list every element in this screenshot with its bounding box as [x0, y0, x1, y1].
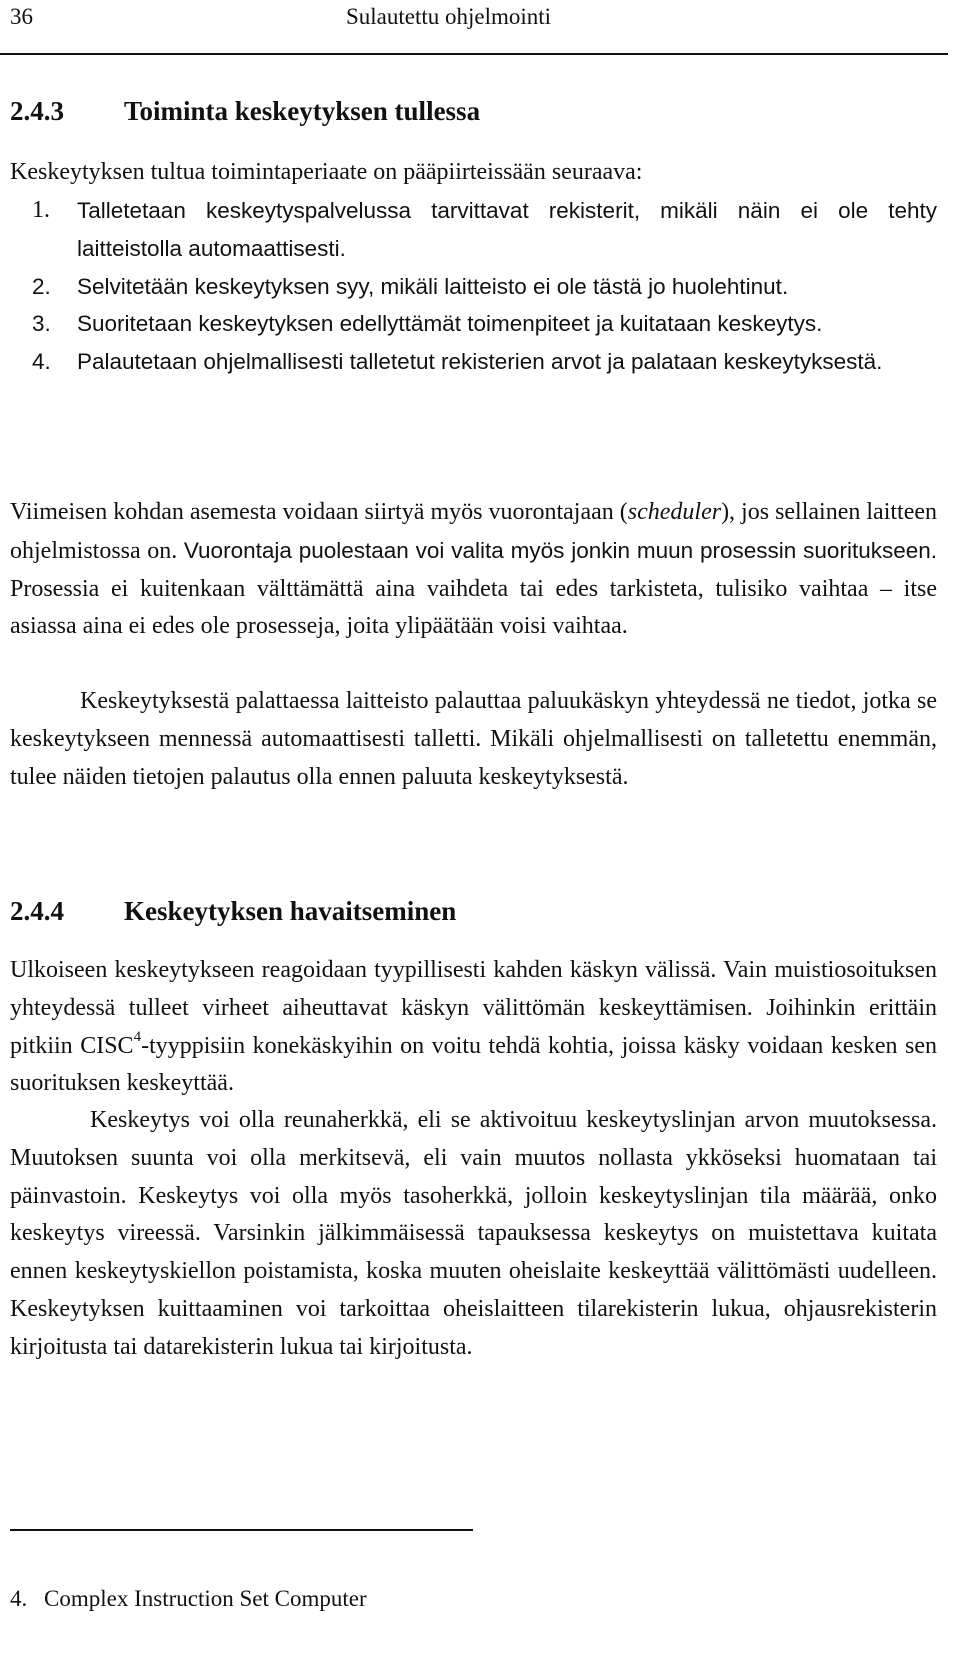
section-heading-2-4-3: [10, 94, 480, 128]
section-number: 2.4.3: [10, 96, 64, 126]
list-marker: 3.: [32, 311, 51, 337]
list-item-text: Palautetaan ohjelmallisesti talletetut rekisterien arvot ja palataan keskeytyksestä.: [77, 349, 883, 375]
paragraph-text: -tyyppisiin konekäskyihin on voitu tehdä kohtia, joissa käsky voidaan kesken sen suorituksen keskeyttää.: [10, 1032, 937, 1097]
list-item-text: Suoritetaan keskeytyksen edellyttämät toimenpiteet ja kuitataan keskeytys.: [77, 311, 823, 337]
intro-paragraph: Keskeytyksen tultua toimintaperiaate on pääpiirteissään seuraava:: [10, 159, 643, 185]
list-item-text: Talletetaan keskeytyspalvelussa tarvittavat rekisterit, mikäli näin ei ole tehty laitteistolla automaattisesti.: [77, 198, 937, 261]
paragraph-text: Vuorontaja puolestaan voi valita myös jonkin muun prosessin suoritukseen.: [183, 537, 937, 563]
list-marker: 2.: [32, 273, 51, 299]
scheduler-paragraph: [10, 494, 937, 646]
list-item: [10, 192, 937, 268]
footnote-text: Complex Instruction Set Computer: [44, 1586, 367, 1611]
list-item: [10, 343, 937, 381]
paragraph-text: Viimeisen kohdan asemesta voidaan siirtyä myös vuorontajaan (: [10, 499, 628, 525]
list-item-text: Selvitetään keskeytyksen syy, mikäli laitteisto ei ole tästä jo huolehtinut.: [77, 273, 789, 299]
footnote: [10, 1584, 367, 1614]
footnote-rule: [10, 1529, 473, 1531]
page-number: 36: [10, 4, 33, 29]
detection-paragraph: [10, 952, 937, 1103]
section-title: Toiminta keskeytyksen tullessa: [124, 96, 481, 126]
paragraph-text: Ulkoiseen keskeytykseen reagoidaan tyypillisesti kahden käskyn välissä. Vain muistiosoituksen yhteydessä tulleet virheet aiheuttavat käskyn välittömän keskeyttämisen. Joihinkin erittäin pitkiin CISC: [10, 957, 937, 1059]
return-paragraph: Keskeytyksestä palattaessa laitteisto palauttaa paluukäskyn yhteydessä ne tiedot, jotka se keskeytykseen mennessä automaattisesti talletti. Mikäli ohjelmallisesti on talletettu enemmän, tulee näiden tietojen palautus olla ennen paluuta keskeytyksestä.: [10, 688, 937, 790]
steps-list: [10, 192, 937, 381]
edge-level-paragraph: Keskeytys voi olla reunaherkkä, eli se aktivoituu keskeytyslinjan arvon muutoksessa. Muutoksen suunta voi olla merkitsevä, eli vain muutos nollasta ykköseksi huomataan tai päinvastoin. Keskeytys voi olla myös tasoherkkä, jolloin keskeytyslinjan tila määrää, onko keskeytys vireessä. Varsinkin jälkimmäisessä tapauksessa keskeytys on muistettava kuitata ennen keskeytyskiellon poistamista, koska muuten oheislaite keskeyttää välittömästi uudelleen. Keskeytyksen kuittaaminen voi tarkoittaa oheislaitteen tilarekisterin lukua, ohjausrekisterin kirjoitusta tai datarekisterin lukua tai kirjoitusta.: [10, 1107, 937, 1360]
running-title: Sulautettu ohjelmointi: [346, 4, 552, 29]
section-title: Keskeytyksen havaitseminen: [124, 896, 457, 926]
header-rule: [0, 53, 948, 55]
paragraph-text: Prosessia ei kuitenkaan välttämättä aina vaihdeta tai edes tarkisteta, tulisiko vaihtaa – itse asiassa aina ei edes ole prosesseja, joita ylipäätään voisi vaihtaa.: [10, 575, 937, 640]
scheduler-term: scheduler: [627, 499, 722, 525]
footnote-number: 4.: [10, 1586, 28, 1611]
list-item: [10, 305, 937, 343]
footnote-reference: 4: [133, 1028, 142, 1045]
list-marker: 4.: [32, 349, 51, 375]
paragraph-text: ), jos sellainen laitteen ohjelmistossa on.: [10, 499, 937, 564]
list-marker: 1.: [32, 197, 50, 223]
list-item: [10, 268, 937, 306]
section-number: 2.4.4: [10, 896, 64, 926]
running-header: [10, 2, 950, 36]
section-heading-2-4-4: [10, 894, 456, 928]
